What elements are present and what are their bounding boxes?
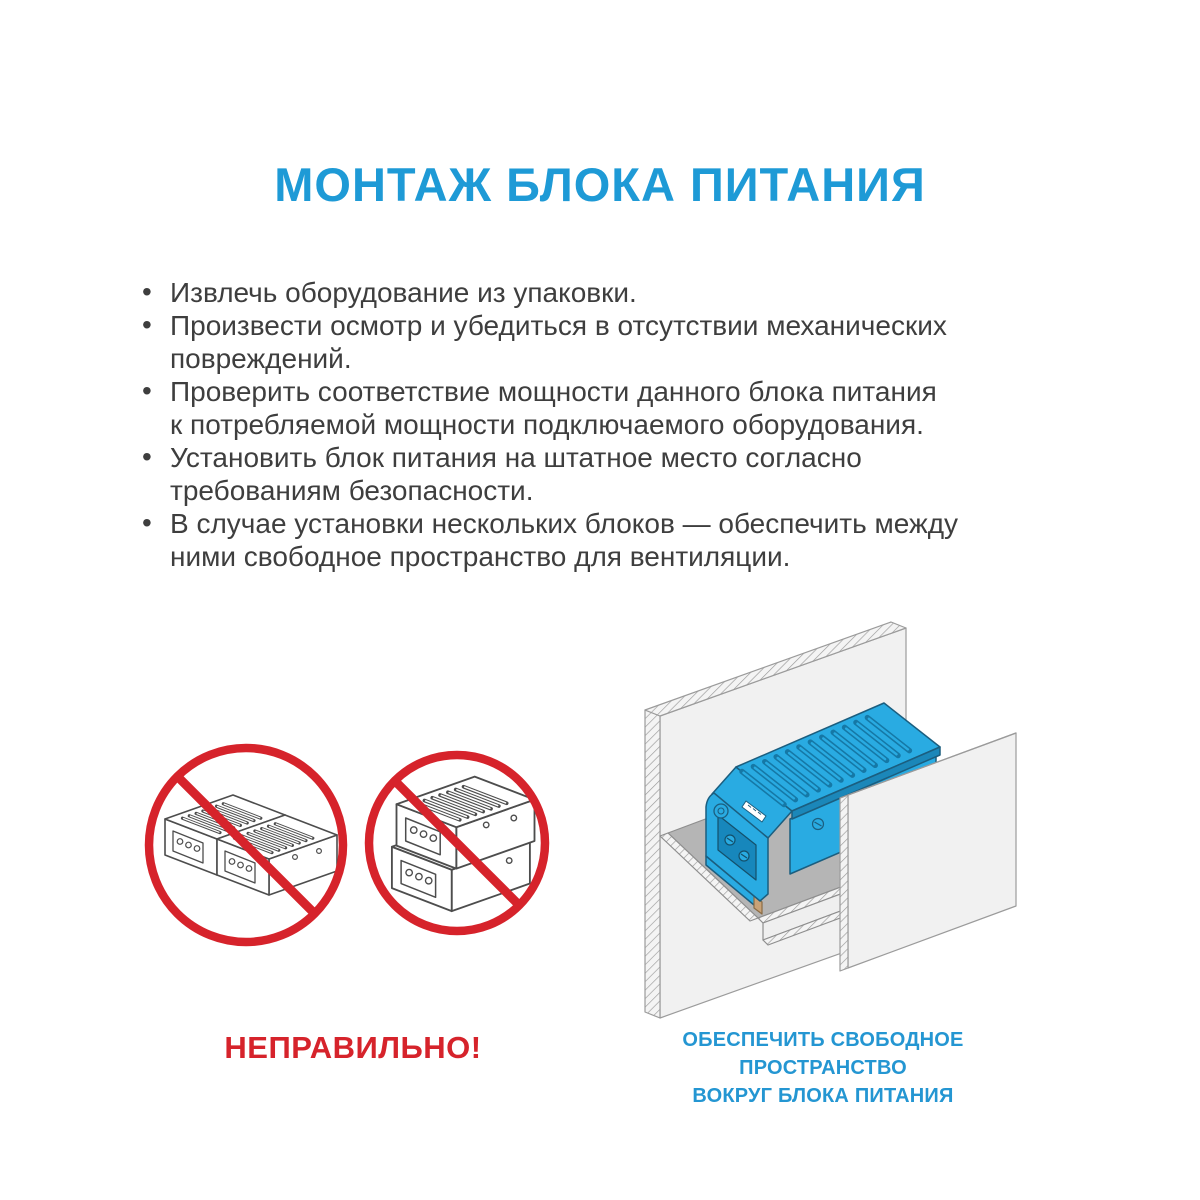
instructions-list	[140, 276, 1100, 573]
instruction-text: Произвести осмотр и убедиться в отсутствии механических повреждений.	[170, 310, 947, 374]
wrong-mounting-figure	[130, 728, 576, 963]
wrong-label: НЕПРАВИЛЬНО!	[224, 1030, 482, 1065]
page-title: МОНТАЖ БЛОКА ПИТАНИЯ	[274, 158, 926, 211]
instruction-text: Установить блок питания на штатное место согласно требованиям безопасности.	[170, 442, 862, 506]
instruction-item	[140, 441, 1100, 507]
psu-clearance-illustration	[628, 608, 1040, 1035]
instruction-text: В случае установки нескольких блоков — обеспечить между ними свободное пространство для вентиляции.	[170, 508, 959, 572]
no-stacked-psu-icon	[369, 755, 545, 931]
instruction-text: Извлечь оборудование из упаковки.	[170, 277, 637, 308]
correct-caption-line1: ОБЕСПЕЧИТЬ СВОБОДНОЕ ПРОСТРАНСТВО	[682, 1029, 964, 1079]
instruction-item	[140, 375, 1100, 441]
instruction-item	[140, 276, 1100, 309]
correct-caption-line2: ВОКРУГ БЛОКА ПИТАНИЯ	[692, 1085, 954, 1107]
correct-caption	[600, 1026, 1046, 1110]
bullet-marker: •	[142, 441, 152, 472]
bullet-marker: •	[142, 309, 152, 340]
instruction-item	[140, 309, 1100, 375]
bullet-marker: •	[142, 507, 152, 538]
instruction-text: Проверить соответствие мощности данного блока питания к потребляемой мощности подключаемого оборудования.	[170, 376, 937, 440]
no-side-by-side-psu-icon	[149, 748, 343, 942]
instruction-item	[140, 507, 1100, 573]
bullet-marker: •	[142, 375, 152, 406]
bullet-marker: •	[142, 276, 152, 307]
